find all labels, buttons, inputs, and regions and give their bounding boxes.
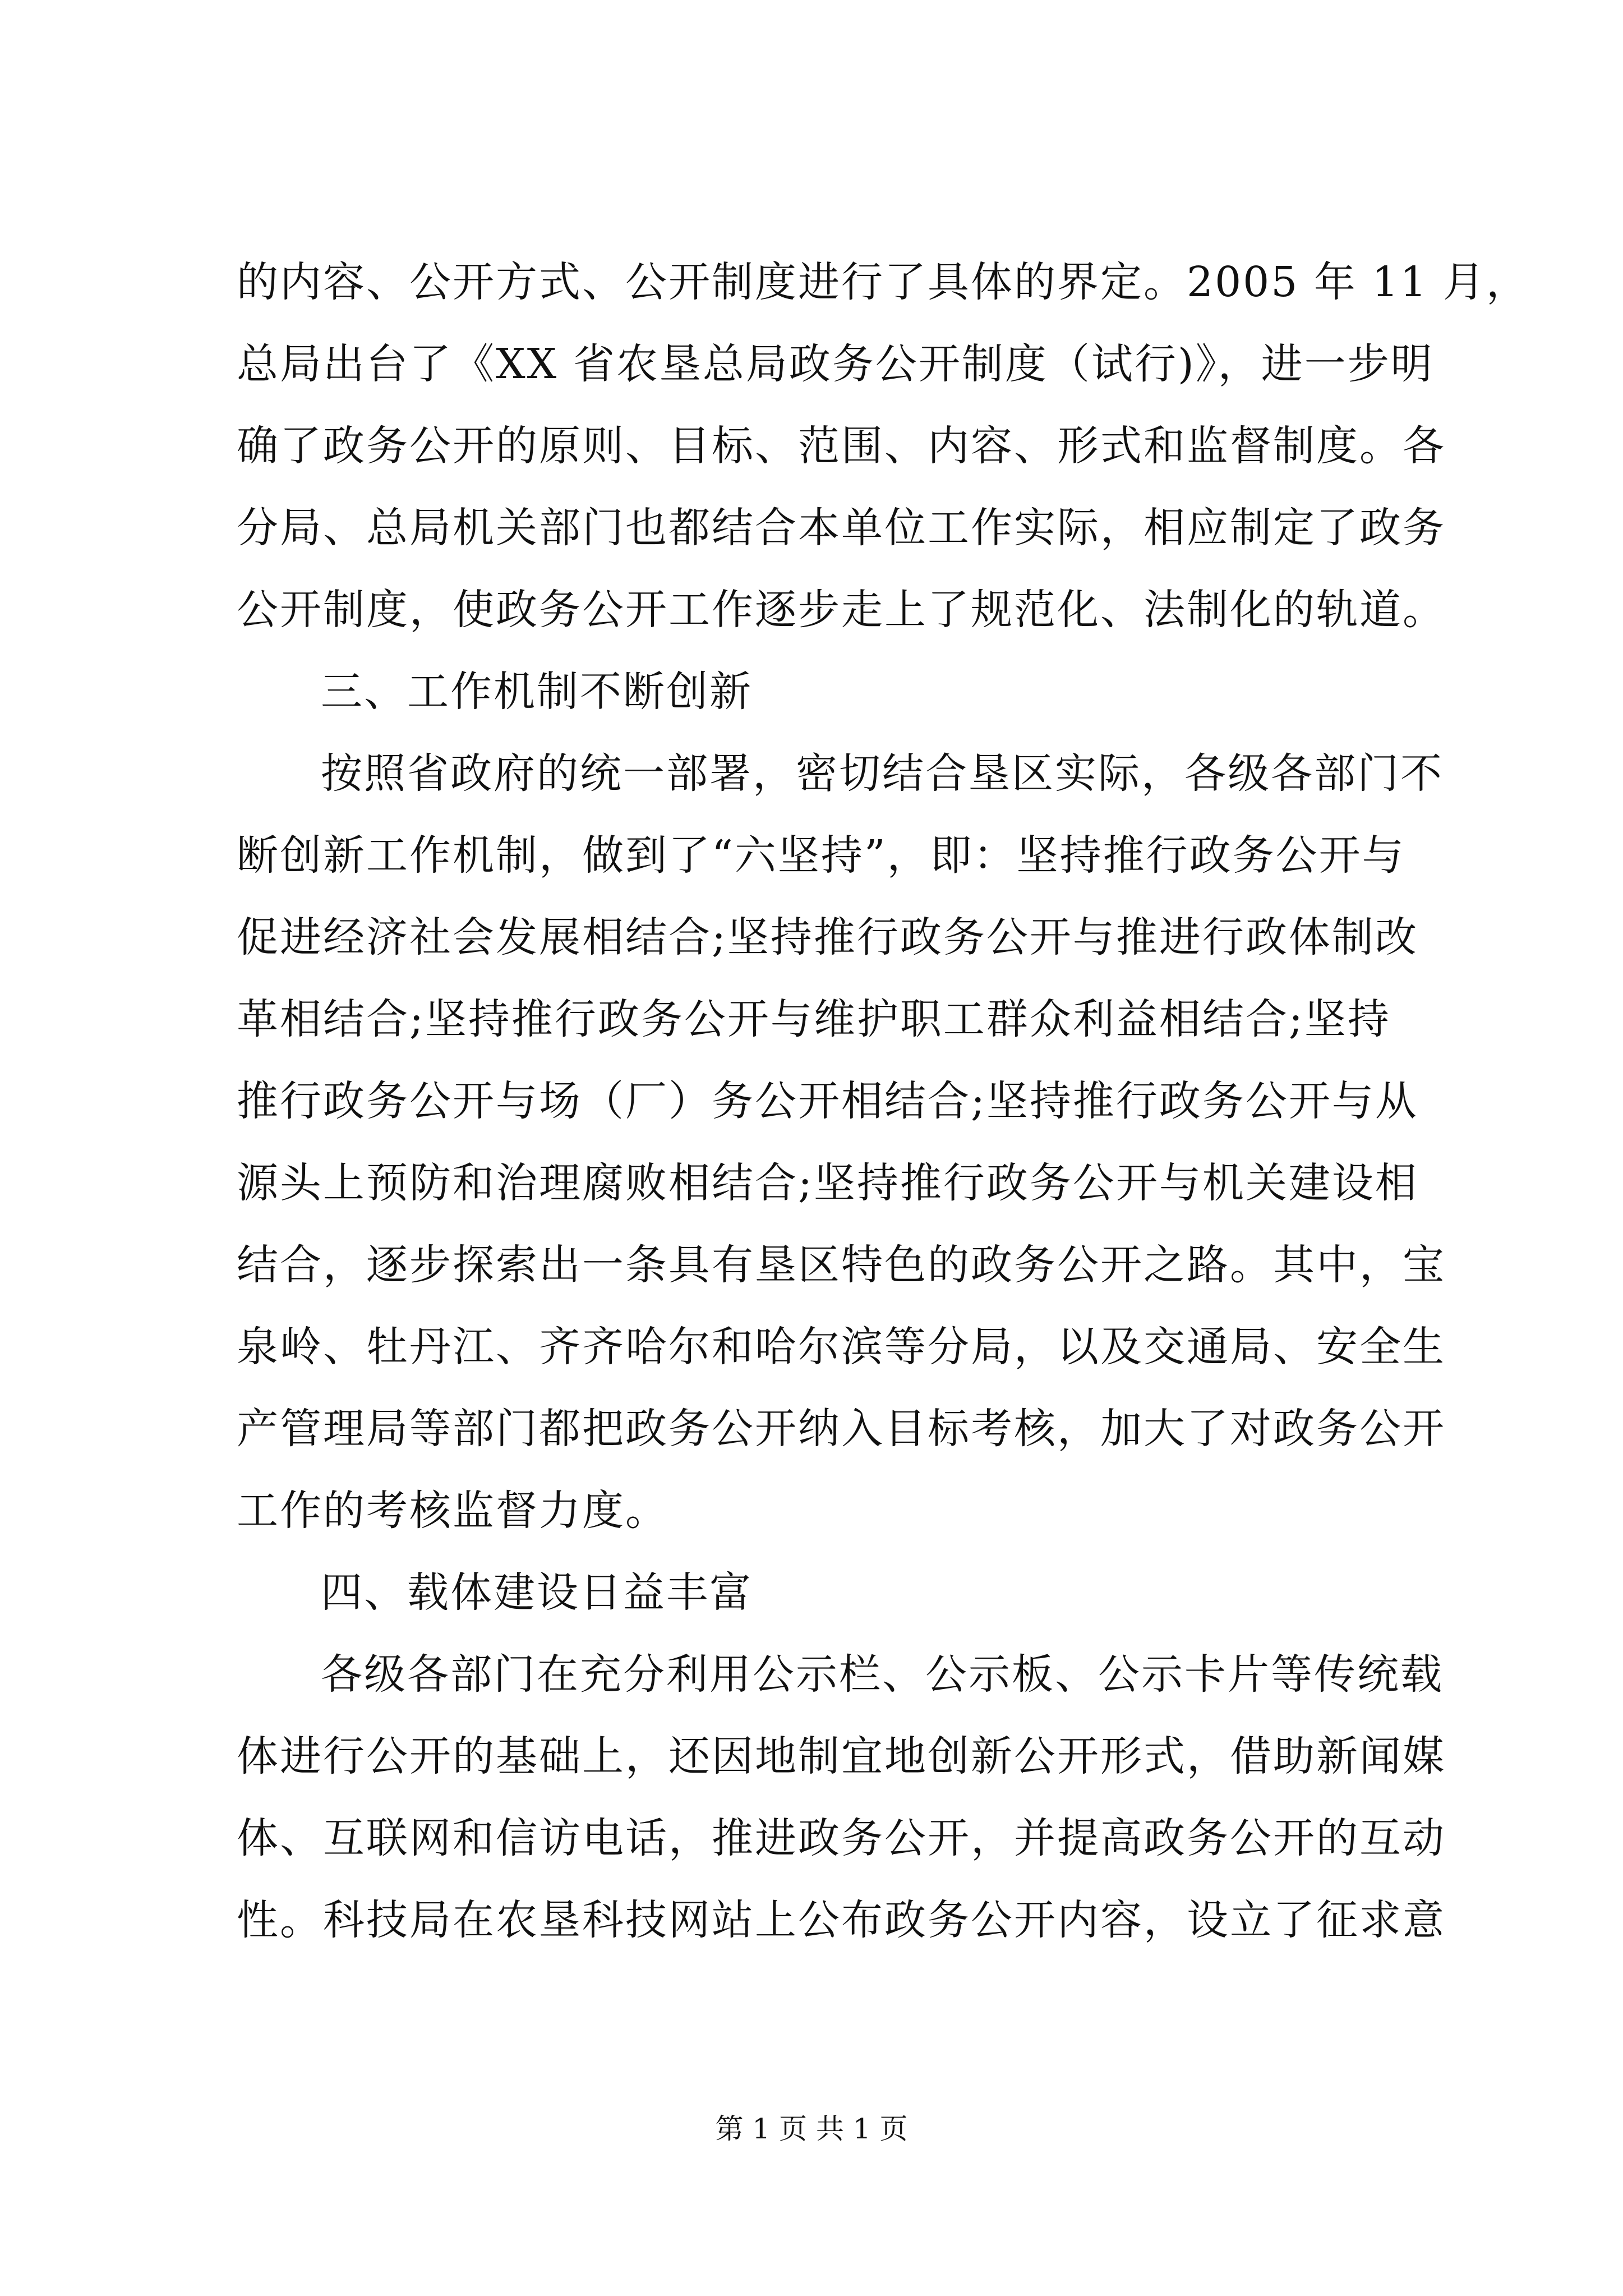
text-line: 按照省政府的统一部署，密切结合垦区实际，各级各部门不 — [321, 749, 1444, 798]
text-line: 体、互联网和信访电话，推进政务公开，并提高政务公开的互动 — [237, 1814, 1446, 1862]
text-line: 工作的考核监督力度。 — [237, 1487, 668, 1535]
text-line: 断创新工作机制，做到了“六坚持”，即：坚持推行政务公开与 — [237, 831, 1405, 880]
text-line: 源头上预防和治理腐败相结合;坚持推行政务公开与机关建设相 — [237, 1159, 1418, 1207]
text-line: 确了政务公开的原则、目标、范围、内容、形式和监督制度。各 — [237, 422, 1446, 470]
text-line: 革相结合;坚持推行政务公开与维护职工群众利益相结合;坚持 — [237, 995, 1391, 1043]
text-line: 分局、总局机关部门也都结合本单位工作实际，相应制定了政务 — [237, 504, 1446, 552]
text-line: 公开制度，使政务公开工作逐步走上了规范化、法制化的轨道。 — [237, 586, 1446, 634]
section-heading: 四、载体建设日益丰富 — [321, 1568, 753, 1617]
text-line: 的内容、公开方式、公开制度进行了具体的界定。2005 年 11 月， — [237, 258, 1530, 306]
text-line: 体进行公开的基础上，还因地制宜地创新公开形式，借助新闻媒 — [237, 1732, 1446, 1780]
text-line: 泉岭、牡丹江、齐齐哈尔和哈尔滨等分局，以及交通局、安全生 — [237, 1323, 1446, 1371]
text-line: 促进经济社会发展相结合;坚持推行政务公开与推进行政体制改 — [237, 913, 1418, 961]
text-line: 各级各部门在充分利用公示栏、公示板、公示卡片等传统载 — [321, 1650, 1444, 1699]
text-line: 结合，逐步探索出一条具有垦区特色的政务公开之路。其中，宝 — [237, 1241, 1446, 1289]
text-line: 推行政务公开与场（厂）务公开相结合;坚持推行政务公开与从 — [237, 1077, 1418, 1125]
section-heading: 三、工作机制不断创新 — [321, 668, 753, 716]
page-footer: 第 1 页 共 1 页 — [715, 2113, 908, 2145]
text-line: 产管理局等部门都把政务公开纳入目标考核，加大了对政务公开 — [237, 1405, 1446, 1453]
text-line: 性。科技局在农垦科技网站上公布政务公开内容，设立了征求意 — [237, 1896, 1446, 1944]
document-body — [237, 241, 1530, 1961]
text-line: 总局出台了《XX 省农垦总局政务公开制度（试行)》，进一步明 — [237, 340, 1434, 388]
